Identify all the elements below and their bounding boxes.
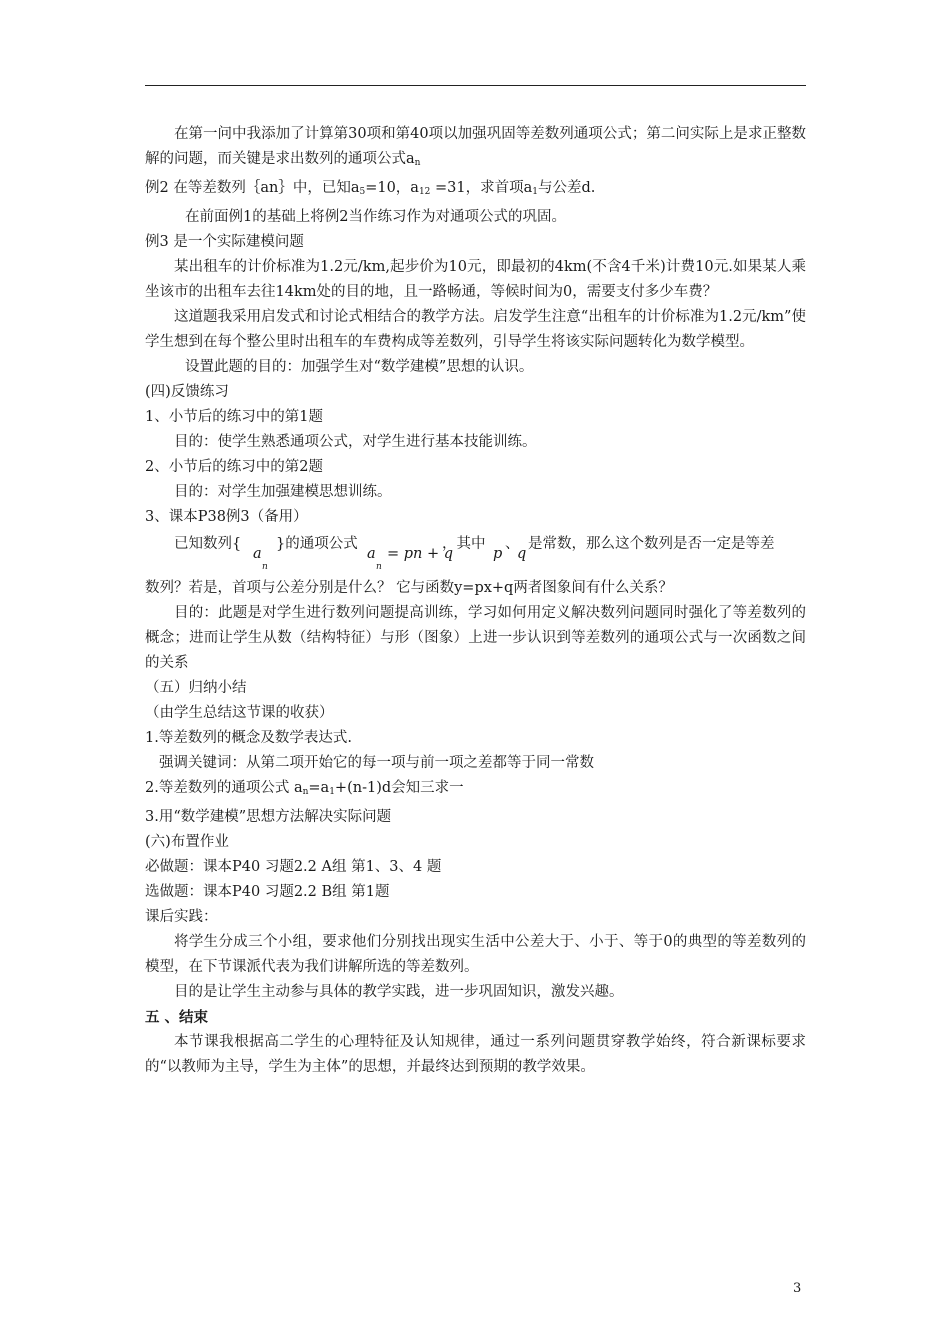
math-a: a [253, 546, 262, 562]
paragraph-teaching-method: 这道题我采用启发式和讨论式相结合的教学方法。启发学生注意“出租车的计价标准为1.2元/km”使学生想到在每个整公里时出租车的车费构成等差数列，引导学生将该实际问题转化为数学模型。 [145, 309, 806, 350]
list-item-1: 1、小节后的练习中的第1题 [145, 409, 323, 425]
example-2-text: 例2 在等差数列｛an｝中，已知a [145, 180, 360, 196]
list-item-2-goal: 目的：对学生加强建模思想训练。 [174, 484, 392, 500]
example-2 [145, 176, 806, 205]
homework-required: 必做题：课本P40 习题2.2 A组 第1、3、4 题 [145, 859, 442, 875]
paragraph-example-2-note: 在前面例1的基础上将例2当作练习作为对通项公式的巩固。 [185, 209, 566, 225]
summary-keyword: 强调关键词：从第二项开始它的每一项与前一项之差都等于同一常数 [159, 755, 594, 771]
math-sub-n: n [262, 562, 268, 572]
formula-text: 是常数，那么这个数列是否一定是等差 [528, 536, 775, 552]
header-rule [145, 85, 806, 86]
subscript: 5 [359, 187, 366, 197]
example-2-text: 与公差d. [538, 180, 596, 196]
paragraph-question: 数列？若是，首项与公差分别是什么？ 它与函数y=px+q两者图象间有什么关系？ [145, 580, 673, 596]
formula-text: 已知数列{ [174, 536, 242, 552]
paragraph-goal: 目的：此题是对学生进行数列问题提高训练，学习如何用定义解决数列问题同时强化了等差数列的概念；进而让学生从数（结构特征）与形（图象）上进一步认识到等差数列的通项公式与一次函数之间的关系 [145, 605, 806, 671]
list-item-2: 2、小节后的练习中的第2题 [145, 459, 323, 475]
example-2-text: =10，a [365, 180, 419, 196]
formula-text: 、 [505, 536, 520, 552]
section-heading-summary: （五）归纳小结 [145, 680, 247, 696]
summary-text: 2.等差数列的通项公式 a [145, 780, 303, 796]
paragraph-text: 在第一问中我添加了计算第30项和第40项以加强巩固等差数列通项公式；第二问实际上是求正整数解的问题，而关键是求出数列的通项公式 [145, 126, 806, 167]
math-equation: = pn + q [387, 546, 454, 562]
summary-item-3: 3.用“数学建模”思想方法解决实际问题 [145, 809, 392, 825]
subscript: n [414, 158, 421, 168]
homework-optional: 选做题：课本P40 习题2.2 B组 第1题 [145, 884, 390, 900]
formula-line [145, 530, 806, 576]
section-heading-end: 五 、结束 [145, 1009, 209, 1026]
subscript: n [302, 787, 309, 797]
formula-text: ，其中 [442, 536, 486, 552]
subscript: 12 [418, 187, 431, 197]
subscript: 1 [329, 787, 335, 797]
paragraph-practice-goal: 目的是让学生主动参与具体的教学实践，进一步巩固知识，激发兴趣。 [174, 984, 624, 1000]
list-item-1-goal: 目的：使学生熟悉通项公式，对学生进行基本技能训练。 [174, 434, 537, 450]
formula-an: a [406, 151, 415, 167]
section-heading-feedback: (四)反馈练习 [145, 384, 229, 400]
summary-note: （由学生总结这节课的收获） [145, 705, 334, 721]
paragraph-purpose: 设置此题的目的：加强学生对“数学建模”思想的认识。 [185, 359, 534, 375]
paragraph-taxi-problem: 某出租车的计价标准为1.2元/km,起步价为10元，即最初的4km(不含4千米)计费10元.如果某人乘坐该市的出租车去往14km处的目的地，且一路畅通，等候时间为0，需要支付多少车费？ [145, 259, 806, 300]
paragraph-conclusion: 本节课我根据高二学生的心理特征及认知规律，通过一系列问题贯穿教学始终，符合新课标要求的“以教师为主导，学生为主体”的思想，并最终达到预期的教学效果。 [145, 1034, 806, 1075]
page-number: 3 [793, 1281, 802, 1296]
math-a: a [367, 546, 376, 562]
math-q: q [517, 546, 527, 562]
summary-item-1: 1.等差数列的概念及数学表达式. [145, 730, 352, 746]
summary-text: +(n-1)d会知三求一 [334, 780, 464, 796]
paragraph-first-question [145, 122, 806, 176]
summary-item-2 [145, 776, 806, 805]
subscript: 1 [532, 187, 538, 197]
math-sub-n: n [376, 562, 382, 572]
paragraph-groups: 将学生分成三个小组，要求他们分别找出现实生活中公差大于、小于、等于0的典型的等差数列的模型，在下节课派代表为我们讲解所选的等差数列。 [145, 934, 806, 975]
document-body [145, 122, 806, 1080]
math-p: p [493, 546, 503, 562]
formula-text: }的通项公式 [276, 536, 358, 552]
list-item-3: 3、课本P38例3（备用） [145, 509, 308, 525]
section-heading-homework: (六)布置作业 [145, 834, 229, 850]
summary-text: =a [308, 780, 330, 796]
example-2-text: =31，求首项a [430, 180, 533, 196]
example-3-heading: 例3 是一个实际建模问题 [145, 234, 304, 250]
homework-practice: 课后实践： [145, 909, 218, 925]
